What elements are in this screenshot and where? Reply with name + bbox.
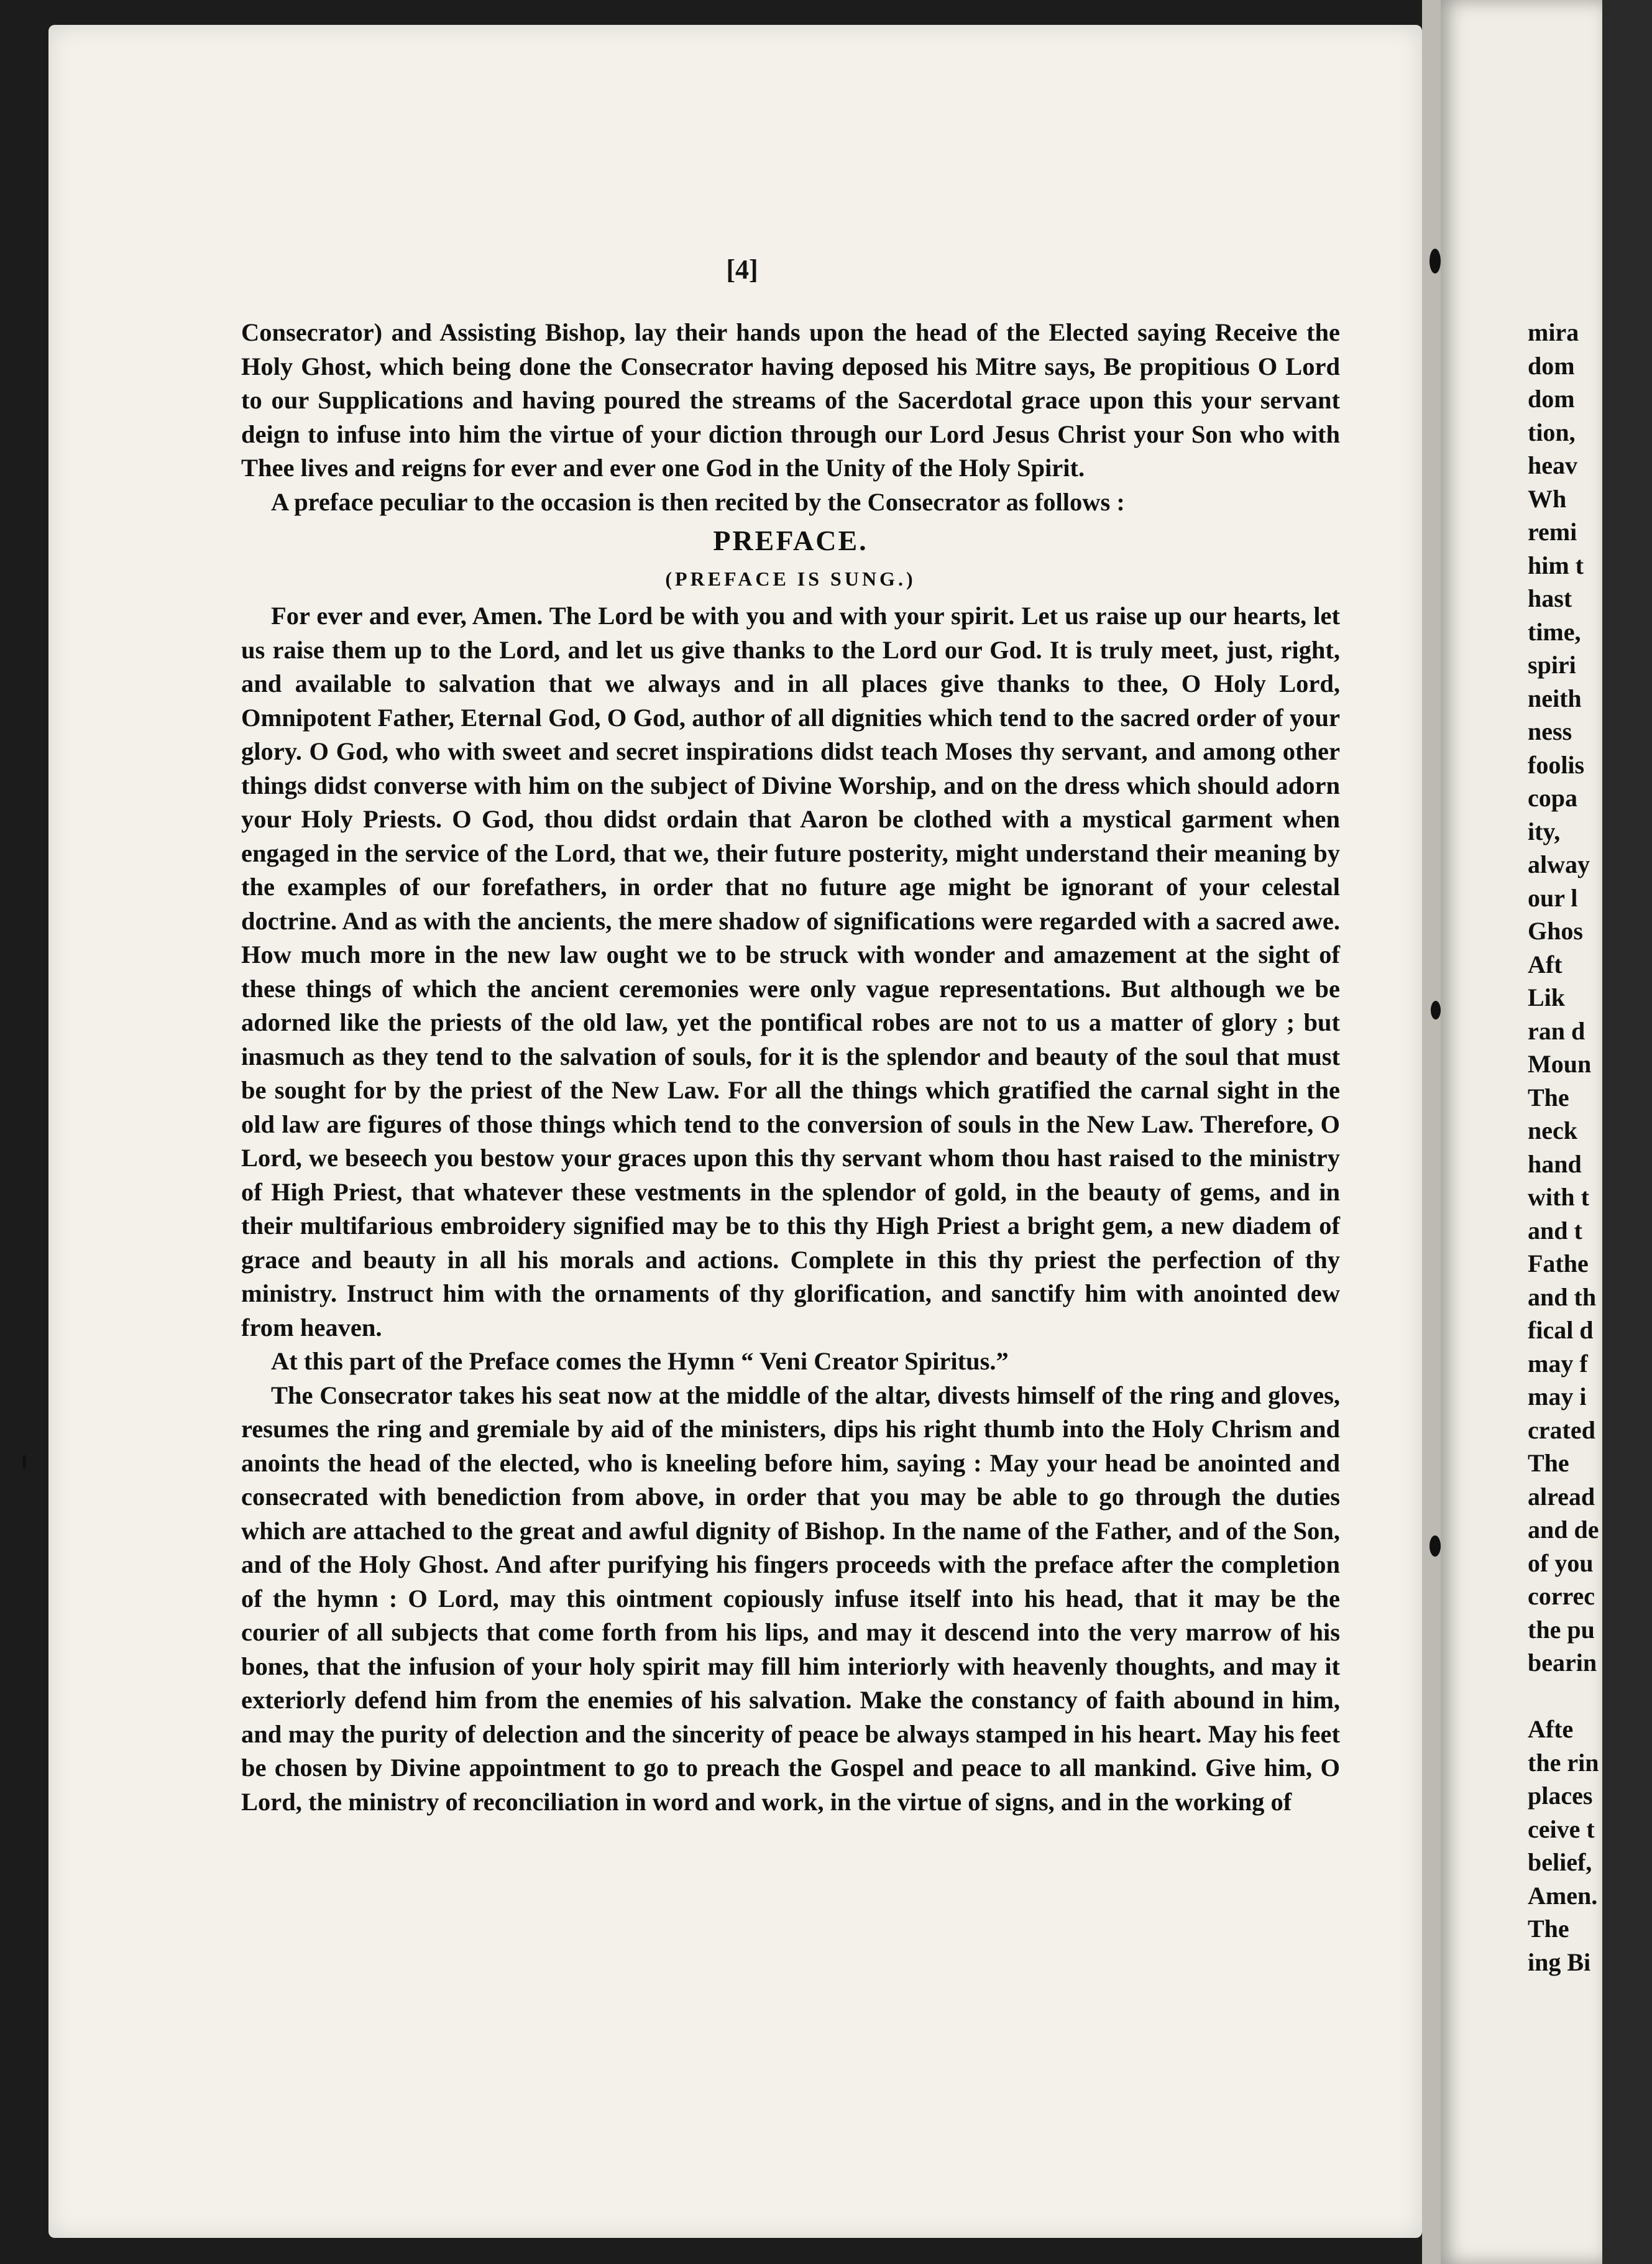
- right-page-fragment: him t: [1528, 551, 1584, 579]
- right-page-fragment: Afte: [1528, 1715, 1574, 1743]
- section-subheading: (PREFACE IS SUNG.): [665, 567, 916, 590]
- right-page-fragment: belief,: [1528, 1848, 1592, 1876]
- right-page-fragment: ran d: [1528, 1016, 1585, 1045]
- right-page-fragment: alread: [1528, 1482, 1595, 1511]
- binding-mark: [1429, 249, 1441, 274]
- right-page-fragment: mira: [1528, 318, 1579, 346]
- right-page-fragment: The: [1528, 1083, 1569, 1111]
- right-page-text-fragments: [1528, 316, 1652, 1979]
- right-page-fragment: crated: [1528, 1415, 1595, 1444]
- binding-mark: [1429, 1535, 1441, 1557]
- right-page-fragment: and t: [1528, 1216, 1582, 1245]
- right-page-fragment: dom: [1528, 351, 1575, 380]
- paragraph-anointing: The Consecrator takes his seat now at the middle of the altar, divests himself of the ring and gloves, resumes the ring and gremiale by aid of the ministers, dips his right thumb into the Holy Chrism and anoints the head of the elected, who is kneeling before him, saying : May your head be anointed and consecrated with benediction from above, in order that you may be able to go through the duties which are attached to the great and awful dignity of Bishop. In the name of the Father, and of the Son, and of the Holy Ghost. And after purifying his fingers proceeds with the preface after the completion of the hymn : O Lord, may this ointment copiously infuse itself into his head, that it may be the courier of all subjects that come forth from his lips, and may it descend into the very marrow of his bones, that the infusion of your holy spirit may fill him interiorly with heavenly thoughts, and may it exteriorly defend him from the enemies of his salvation. Make the constancy of faith abound in him, and may the purity of delection and the sincerity of peace be always stamped in his heart. May his feet be chosen by Divine appointment to go to preach the Gospel and peace to all mankind. Give him, O Lord, the ministry of reconciliation in word and work, in the virtue of signs, and in the working of: [241, 1381, 1340, 1816]
- right-page-fragment: ing Bi: [1528, 1948, 1591, 1976]
- page-number: [4]: [726, 254, 758, 285]
- right-page-fragment: ceive t: [1528, 1815, 1595, 1843]
- right-page-fragment: and de: [1528, 1516, 1599, 1544]
- paragraph-consecrator: Consecrator) and Assisting Bishop, lay their hands upon the head of the Elected saying Receive the Holy Ghost, which being done the Consecrator having deposed his Mitre says, Be propitious O Lord to our Supplications and having poured the streams of the Sacerdotal grace upon this your servant deign to infuse into him the virtue of your diction through our Lord Jesus Christ your Son who with Thee lives and reigns for ever and ever one God in the Unity of the Holy Spirit.: [241, 318, 1340, 482]
- binding-mark: [1431, 1001, 1441, 1019]
- right-page-fragment: hand: [1528, 1149, 1582, 1178]
- right-page-fragment: bearin: [1528, 1649, 1597, 1677]
- book-gutter: [1422, 0, 1441, 2264]
- right-page-fragment: Lik: [1528, 983, 1566, 1011]
- right-page-fragment: may i: [1528, 1383, 1587, 1410]
- right-page-fragment: alway: [1528, 850, 1590, 878]
- right-page-fragment: The: [1528, 1449, 1569, 1477]
- margin-speck: [22, 1455, 26, 1470]
- right-page-fragment: Wh: [1528, 484, 1567, 513]
- right-page-fragment: [1528, 1680, 1652, 1713]
- page-body-text: [241, 316, 1340, 1819]
- right-page-fragment: with t: [1528, 1183, 1589, 1211]
- right-page-fragment: and th: [1528, 1282, 1597, 1311]
- right-page-fragment: of you: [1528, 1548, 1594, 1577]
- right-page-fragment: ity,: [1528, 817, 1561, 845]
- right-page-fragment: fical d: [1528, 1316, 1594, 1344]
- right-page-fragment: neck: [1528, 1116, 1577, 1144]
- right-page-fragment: Amen.: [1528, 1881, 1598, 1910]
- right-page-fragment: neith: [1528, 684, 1582, 712]
- paragraph-preface-text: For ever and ever, Amen. The Lord be with you and with your spirit. Let us raise up our hearts, let us raise them up to the Lord, and let us give thanks to the Lord our God. It is truly meet, just, right, and available to salvation that we always and in all places give thanks to thee, O Holy Lord, Omnipotent Father, Eternal God, O God, author of all dignities which tend to the sacred order of your glory. O God, who with sweet and secret inspirations didst teach Moses thy servant, and among other things didst converse with him on the subject of Divine Worship, and on the dress which should adorn your Holy Priests. O God, thou didst ordain that Aaron be clothed with a mystical garment when engaged in the service of the Lord, that we, their future posterity, might understand their meaning by the examples of our forefathers, in order that no future age might be ignorant of your celestal doctrine. And as with the ancients, the mere shadow of significations were regarded with a sacred awe. How much more in the new law ought we to be struck with wonder and amazement at the sight of these things of which the ancient ceremonies were only vague representations. But although we be adorned like the priests of the old law, yet the pontifical robes are not to us a matter of glory ; but inasmuch as they tend to the salvation of souls, for it is the splendor and beauty of the soul that must be sought for by the priest of the New Law. For all the things which gratified the carnal sight in the old law are figures of those things which tend to the conversion of souls in the New Law. Therefore, O Lord, we beseech you bestow your graces upon this thy servant whom thou hast raised to the ministry of High Priest, that whatever these vestments in the splendor of gold, in the beauty of gems, and in their multifarious embroidery signified may be to this thy High Priest a bright gem, a new diadem of grace and beauty in all his morals and actions. Complete in this thy priest the perfection of thy ministry. Instruct him with the ornaments of thy glorification, and sanctify him with anointed dew from heaven.: [241, 602, 1340, 1341]
- right-page-fragment: heav: [1528, 451, 1577, 479]
- right-page-fragment: foolis: [1528, 750, 1585, 779]
- right-page-fragment: time,: [1528, 617, 1581, 646]
- paragraph-hymn-note: At this part of the Preface comes the Hymn “ Veni Creator Spiritus.”: [271, 1347, 1009, 1375]
- right-page-fragment: hast: [1528, 584, 1572, 612]
- right-page-fragment: places: [1528, 1782, 1593, 1810]
- right-page-fragment: the pu: [1528, 1615, 1595, 1644]
- right-page-fragment: correc: [1528, 1582, 1595, 1610]
- right-page-fragment: Ghos: [1528, 917, 1583, 945]
- right-page-fragment: Moun: [1528, 1050, 1592, 1078]
- right-page-fragment: tion,: [1528, 418, 1576, 446]
- right-page-fragment: remi: [1528, 518, 1577, 546]
- right-page-fragment: our l: [1528, 883, 1578, 912]
- right-page-fragment: The: [1528, 1915, 1569, 1943]
- right-page-fragment: Fathe: [1528, 1249, 1589, 1277]
- right-page-fragment: spiri: [1528, 651, 1576, 679]
- right-page-fragment: copa: [1528, 784, 1577, 812]
- section-heading-preface: PREFACE.: [713, 525, 868, 556]
- right-page-fragment: ness: [1528, 717, 1572, 745]
- right-page-fragment: the rin: [1528, 1748, 1599, 1777]
- right-page-fragment: Aft: [1528, 950, 1563, 978]
- right-page-fragment: dom: [1528, 385, 1575, 413]
- right-page-fragment: may f: [1528, 1349, 1588, 1378]
- paragraph-preface-intro: A preface peculiar to the occasion is then recited by the Consecrator as follows :: [271, 487, 1125, 516]
